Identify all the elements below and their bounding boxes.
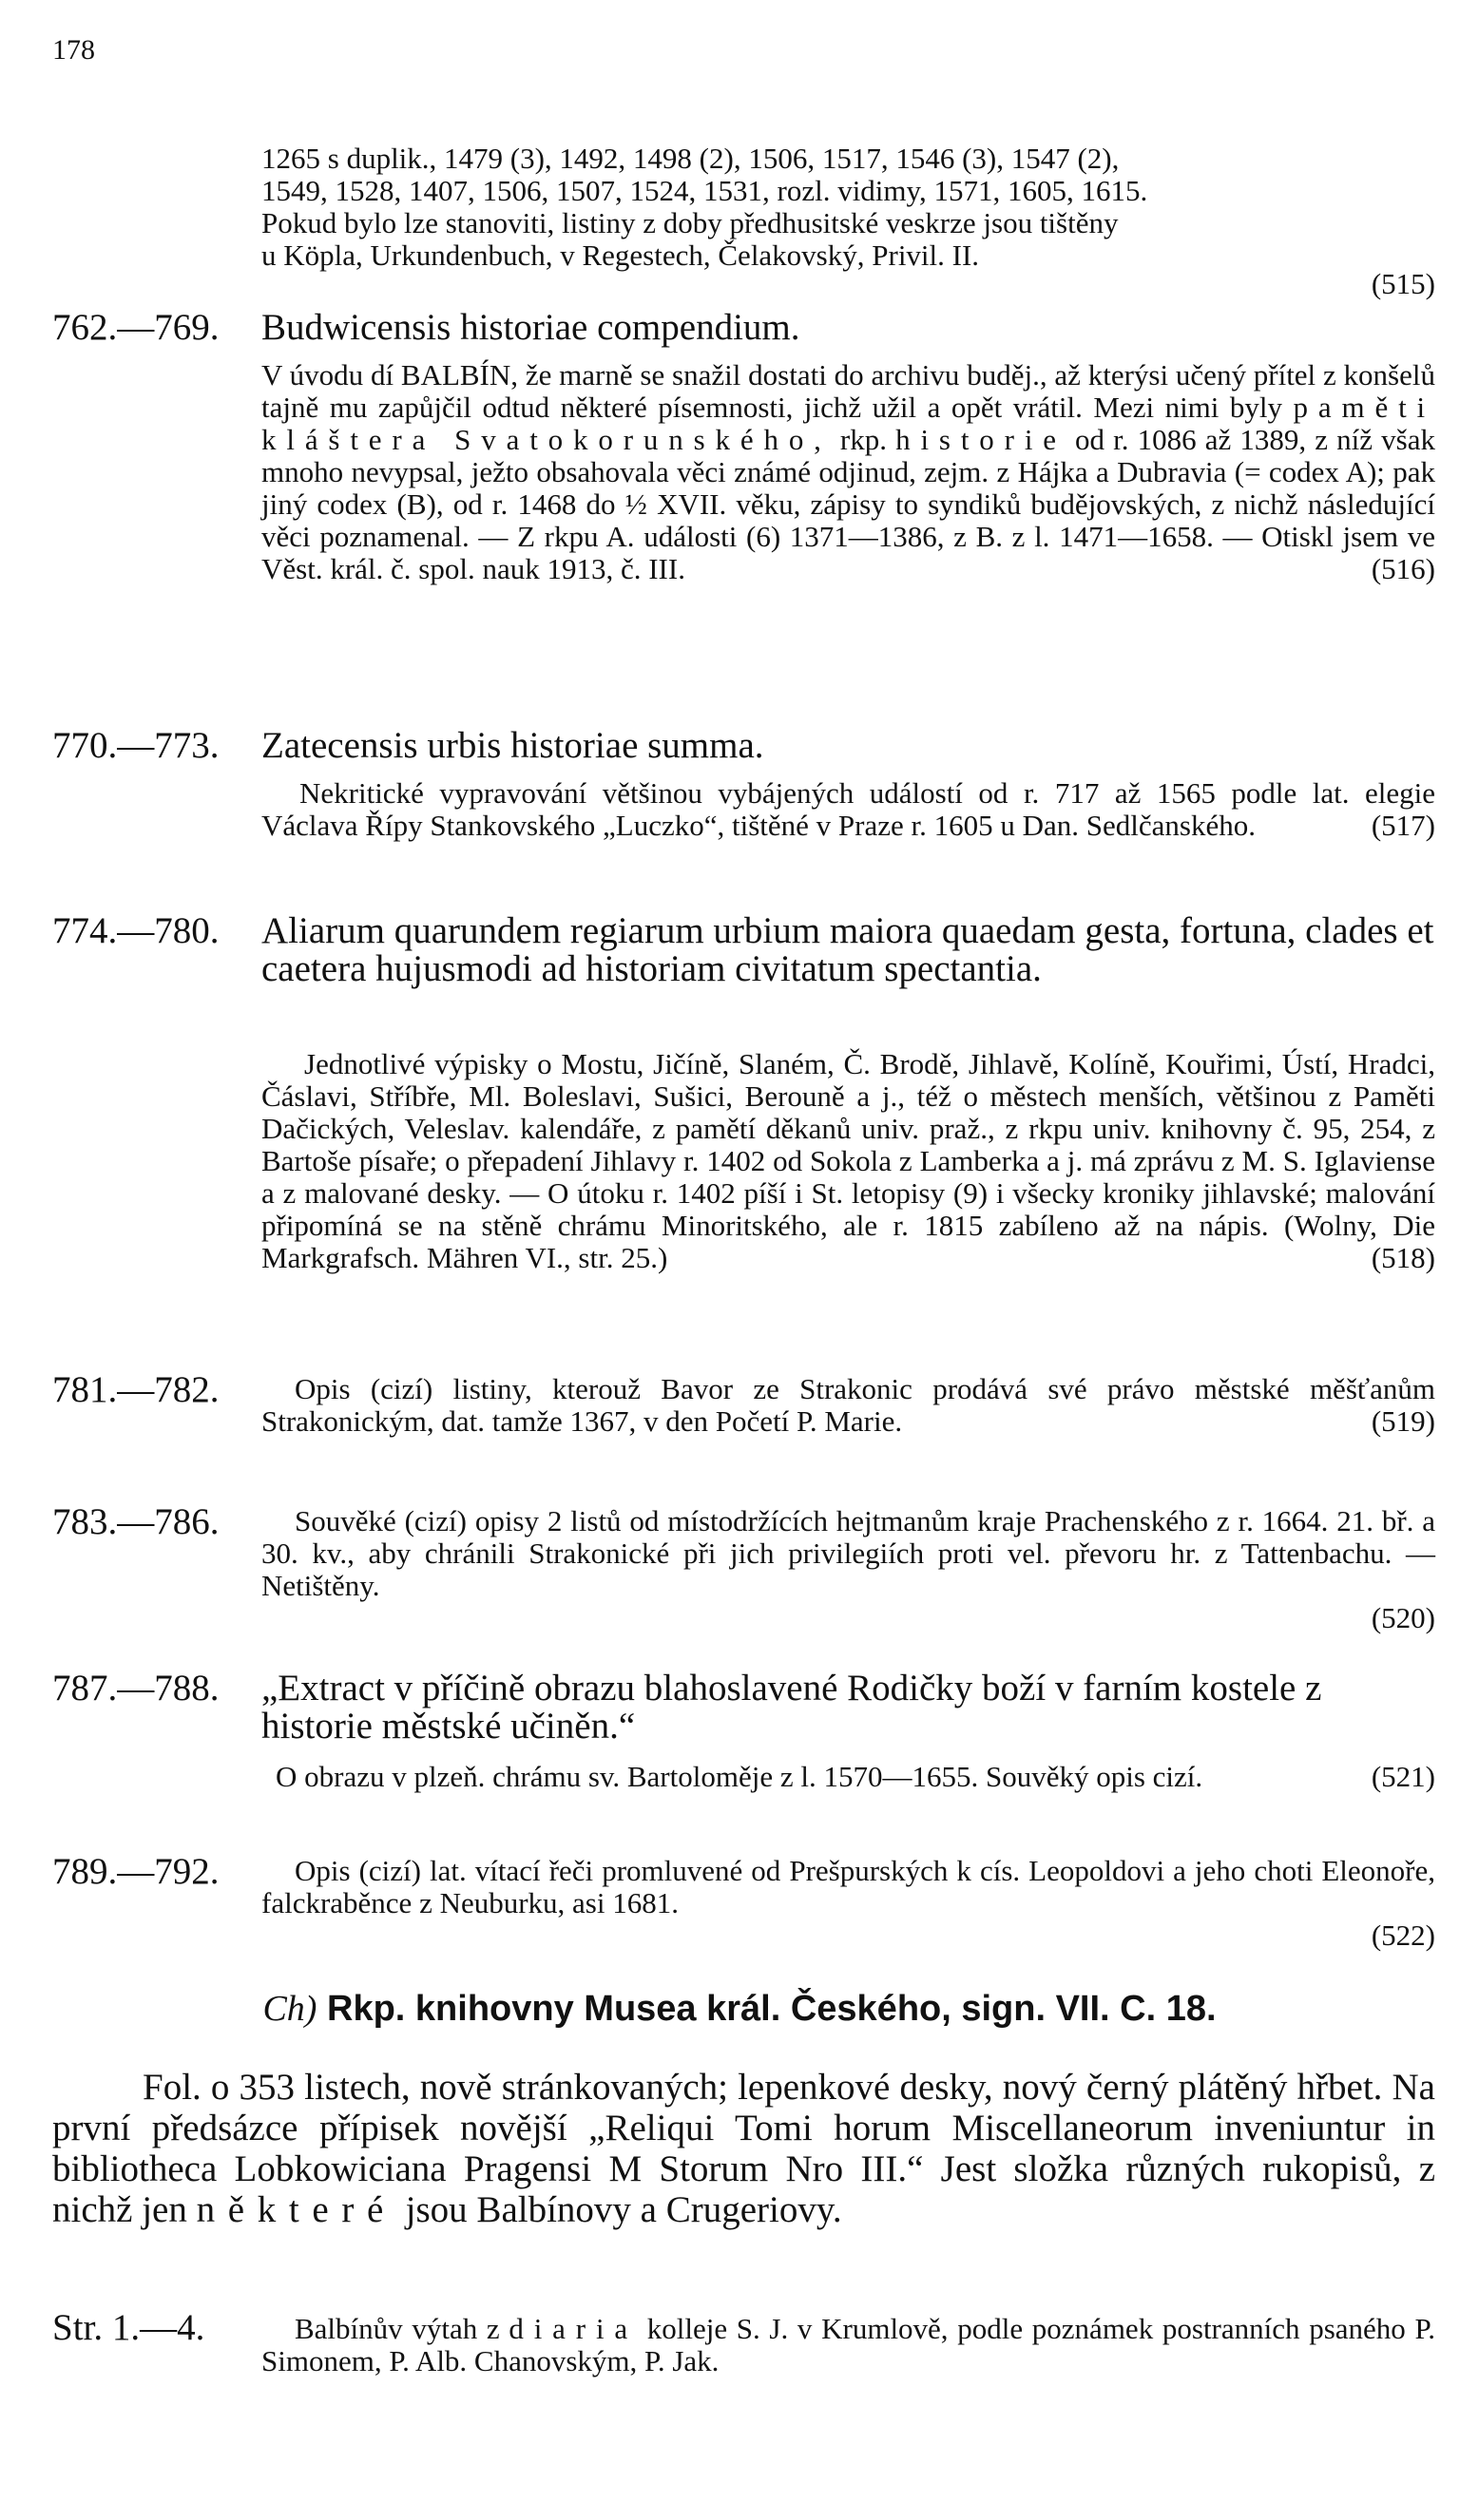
entry-title: Budwicensis historiae compendium.	[261, 307, 800, 348]
entry-text-part: V úvodu dí BALBÍN, že marně se snažil dostati do archivu buděj., až kterýsi učený přítel z konšelů tajně mu zapůjčil odtud některé písemnosti, jichž užil a opět vrátil. Mezi nimi byly	[261, 358, 1435, 424]
entry-text-part: Balbínův výtah z	[295, 2312, 500, 2345]
entry-title: Aliarum quarundem regiarum urbium maiora quaedam gesta, fortuna, clades et caetera hujusmodi ad historiam civitatum spectantia.	[261, 910, 1434, 989]
entry-title: Zatecensis urbis historiae summa.	[261, 725, 764, 766]
section-heading	[0, 1988, 1479, 2030]
entry-text-part: Jednotlivé výpisky o Mostu, Jičíně, Slaném, Č. Brodě, Jihlavě, Kolíně, Kouřimi, Ústí, Hradci, Čáslavi, Stříbře, Ml. Boleslavi, Sušici, Berouně a j., též o městech menších, většinou z Paměti Dačických, Veleslav. kalendáře, z pamětí děkanů univ. praž., z rkpu univ. knihovny č. 95, 254, z Bartoše písaře; o přepadení Jihlavy r. 1402 od Sokola z Lamberka a j. má zprávu z M. S. Iglaviense a z malované desky. — O útoku r. 1402 píší i St. letopisy (9) i všecky kroniky jihlavské; malování připomíná se na stěně chrámu Minoritského, ale r. 1815 zabíleno až na nápis. (Wolny, Die Markgrafsch. Mähren VI., str. 25.)	[261, 1047, 1435, 1274]
entry-text	[261, 359, 1435, 585]
page-number: 178	[52, 34, 95, 66]
intro-line: u Köpla, Urkundenbuch, v Regestech, Čelakovský, Privil. II.	[261, 239, 980, 272]
entry-text-part: rkp.	[839, 423, 887, 456]
intro-line: 1549, 1528, 1407, 1506, 1507, 1524, 1531, rozl. vidimy, 1571, 1605, 1615.	[261, 174, 1148, 207]
entry-text-part: Opis (cizí) listiny, kterouž Bavor ze Strakonic prodává své právo městské měšťanům Strakonickým, dat. tamže 1367, v den Početí P. Marie.	[261, 1372, 1435, 1438]
reference-tag: (520)	[1371, 1601, 1435, 1634]
entry-number: 781.—782.	[52, 1369, 220, 1410]
entry-number: 783.—786.	[52, 1501, 220, 1542]
reference-tag: (517)	[1371, 809, 1435, 842]
entry-text-part: Nekritické vypravování většinou vybájených událostí od r. 717 až 1565 podle lat. elegie Václava Řípy Stankovského „Luczko“, tištěné v Praze r. 1605 u Dan. Sedlčanského.	[261, 776, 1435, 842]
entry-text-part: kolleje S. J. v Krumlově, podle poznámek postranních psaného P. Simonem, P. Alb. Chanovským, P. Jak.	[261, 2312, 1436, 2377]
paragraph-text: Fol. o 353 listech, nově stránkovaných; lepenkové desky, nový černý plátěný hřbet. Na první předsázce přípisek novější „Reliqui Tomi horum Miscellaneorum inveniuntur in bibliotheca Lobkowiciana Pragensi M Storum Nro III.“ Jest složka různých rukopisů, z nichž jen	[52, 2067, 1435, 2230]
entry-number: 789.—792.	[52, 1851, 220, 1892]
spaced-emphasis: historie	[895, 423, 1066, 456]
intro-block	[261, 143, 1435, 300]
intro-line: Pokud bylo lze stanoviti, listiny z doby předhusitské veskrze jsou tištěny	[261, 206, 1119, 239]
entry-text	[261, 1048, 1435, 1274]
intro-line: 1265 s duplik., 1479 (3), 1492, 1498 (2), 1506, 1517, 1546 (3), 1547 (2),	[261, 142, 1120, 175]
entry-number: Str. 1.—4.	[52, 2307, 205, 2348]
body-paragraph	[52, 2067, 1435, 2230]
entry-number: 770.—773.	[52, 725, 220, 766]
paragraph-text: jsou Balbínovy a Crugeriovy.	[405, 2189, 842, 2230]
reference-tag: (516)	[1371, 552, 1435, 585]
entry-text	[261, 777, 1435, 842]
entry-number: 762.—769.	[52, 307, 220, 348]
reference-tag: (515)	[1371, 267, 1435, 300]
entry-number: 787.—788.	[52, 1668, 220, 1709]
entry-text-part: Opis (cizí) lat. vítací řeči promluvené od Prešpurských k cís. Leopoldovi a jeho choti Eleonoře, falckraběnce z Neuburku, asi 1681.	[261, 1854, 1435, 1919]
entry-text-part: Souvěké (cizí) opisy 2 listů od místodržících hejtmanům kraje Prachenského z r. 1664. 21. bř. a 30. kv., aby chránili Strakonické při jich privilegiích proti vel. převoru hr. z Tattenbachu. — Netištěny.	[261, 1504, 1435, 1602]
spaced-emphasis: paměti kláštera Svatokorunského,	[261, 391, 1435, 456]
reference-tag: (519)	[1371, 1404, 1435, 1438]
reference-tag: (518)	[1371, 1241, 1435, 1274]
reference-tag: (522)	[1371, 1919, 1435, 1952]
entry-title: „Extract v příčině obrazu blahoslavené Rodičky boží v farním kostele z historie městské učiněn.“	[261, 1668, 1322, 1747]
entry-text	[261, 1505, 1435, 1634]
entry-text	[261, 1855, 1435, 1952]
spaced-emphasis: diaria	[509, 2312, 639, 2345]
entry-text	[261, 1761, 1435, 1793]
entry-text	[261, 1373, 1435, 1438]
entry-text-part: od r. 1086 až 1389, z níž však mnoho nevypsal, ježto obsahovala věci známé odjinud, zejm. z Hájka a Dubravia (= codex A); pak jiný codex (B), od r. 1468 do ½ XVII. věku, zápisy to syndiků budějovských, z nichž následující věci poznamenal. — Z rkpu A. události (6) 1371—1386, z B. z l. 1471—1658. — Otiskl jsem ve Věst. král. č. spol. nauk 1913, č. III.	[261, 423, 1435, 585]
entry-text	[261, 2313, 1435, 2377]
entry-text-part: O obrazu v plzeň. chrámu sv. Bartoloměje z l. 1570—1655. Souvěký opis cizí.	[276, 1760, 1203, 1793]
section-title: Rkp. knihovny Musea král. Českého, sign. VII. C. 18.	[327, 1989, 1217, 2029]
entry-number: 774.—780.	[52, 910, 220, 951]
section-mark: Ch)	[262, 1989, 317, 2029]
spaced-emphasis: některé	[196, 2189, 396, 2230]
reference-tag: (521)	[1371, 1760, 1435, 1793]
